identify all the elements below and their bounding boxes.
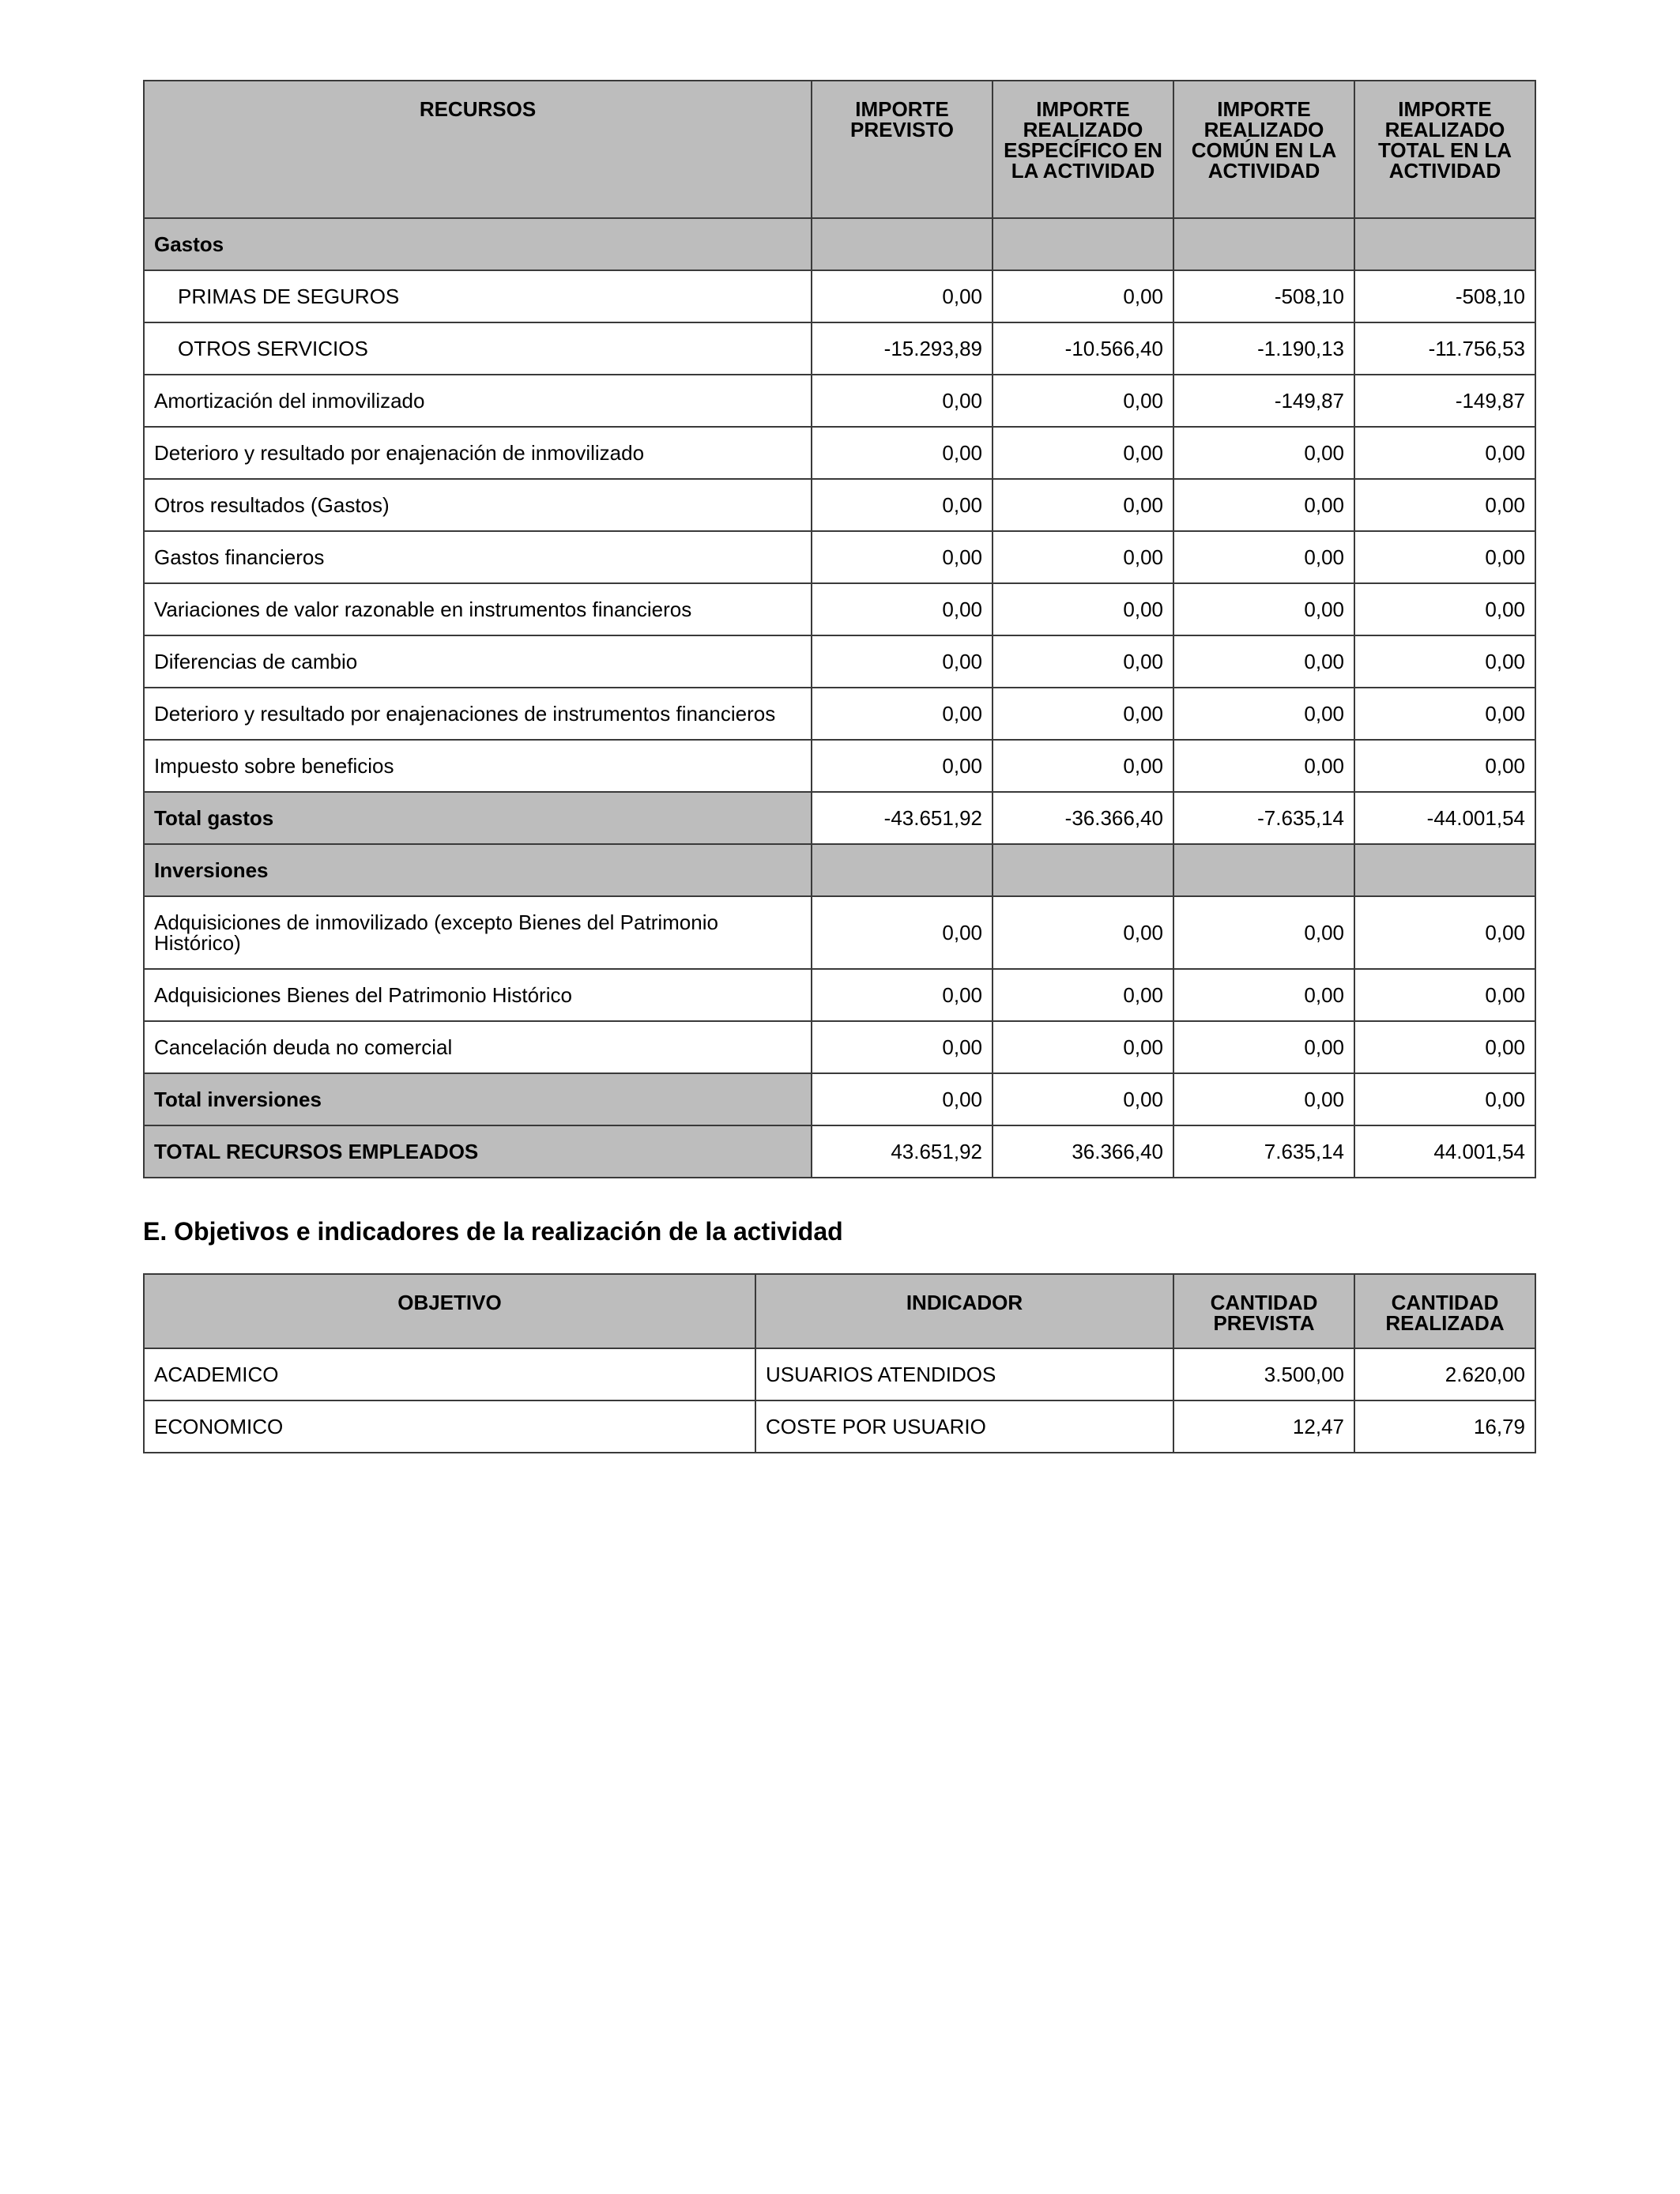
cell-value: -1.190,13: [1173, 322, 1354, 375]
total-inversiones-row: [144, 1073, 1535, 1125]
cell-value: 0,00: [812, 427, 993, 479]
col-header-realizado-comun: IMPORTE REALIZADO COMÚN EN LA ACTIVIDAD: [1173, 81, 1354, 218]
cell-value: 0,00: [1354, 583, 1535, 635]
cell-value: 0,00: [812, 583, 993, 635]
cell-value: -44.001,54: [1354, 792, 1535, 844]
cell-value: 0,00: [993, 1021, 1173, 1073]
cell-value: 0,00: [812, 1073, 993, 1125]
cell-value: 0,00: [993, 375, 1173, 427]
total-gastos-label: Total gastos: [144, 792, 812, 844]
cell-value: -7.635,14: [1173, 792, 1354, 844]
cell-value: 0,00: [1354, 969, 1535, 1021]
total-recursos-row: [144, 1125, 1535, 1178]
section-row-inversiones: [144, 844, 1535, 896]
row-label: Gastos financieros: [144, 531, 812, 583]
cell-value: 0,00: [1173, 427, 1354, 479]
table-header-row: [144, 81, 1535, 218]
cell-value: 0,00: [1354, 688, 1535, 740]
cell-value: 0,00: [1173, 969, 1354, 1021]
row-label: Deterioro y resultado por enajenaciones de instrumentos financieros: [144, 688, 812, 740]
cell-value: -149,87: [1354, 375, 1535, 427]
cell-value: 0,00: [812, 740, 993, 792]
cell-value: 0,00: [1173, 896, 1354, 969]
table-row: [144, 969, 1535, 1021]
cell-value: 0,00: [993, 635, 1173, 688]
cantidad-prevista-cell: 12,47: [1173, 1400, 1354, 1453]
cell-value: 0,00: [812, 375, 993, 427]
cell-value: 0,00: [993, 740, 1173, 792]
cell-value: 0,00: [1354, 479, 1535, 531]
table-row: [144, 688, 1535, 740]
col-header-realizado-total: IMPORTE REALIZADO TOTAL EN LA ACTIVIDAD: [1354, 81, 1535, 218]
cantidad-realizada-cell: 2.620,00: [1354, 1348, 1535, 1400]
table-row: [144, 375, 1535, 427]
cell-value: -36.366,40: [993, 792, 1173, 844]
cell-value: 0,00: [993, 479, 1173, 531]
total-inversiones-label: Total inversiones: [144, 1073, 812, 1125]
indicador-cell: USUARIOS ATENDIDOS: [755, 1348, 1173, 1400]
col-header-indicador: INDICADOR: [755, 1274, 1173, 1348]
cell-value: 0,00: [1173, 531, 1354, 583]
table-row: [144, 1400, 1535, 1453]
cell-value: 0,00: [1354, 427, 1535, 479]
table-row: [144, 322, 1535, 375]
cell-value: 36.366,40: [993, 1125, 1173, 1178]
section-row-gastos: [144, 218, 1535, 270]
cell-value: 0,00: [812, 635, 993, 688]
section-label-inversiones: Inversiones: [144, 844, 812, 896]
col-header-importe-previsto: IMPORTE PREVISTO: [812, 81, 993, 218]
table-row: [144, 740, 1535, 792]
cell-value: 0,00: [993, 688, 1173, 740]
objectives-table: [143, 1273, 1536, 1453]
col-header-cantidad-prevista: CANTIDAD PREVISTA: [1173, 1274, 1354, 1348]
cell-value: 0,00: [1354, 740, 1535, 792]
cell-value: 0,00: [993, 531, 1173, 583]
cell-value: 0,00: [1173, 635, 1354, 688]
cell-value: 0,00: [1354, 1073, 1535, 1125]
objetivo-cell: ECONOMICO: [144, 1400, 755, 1453]
cell-value: -11.756,53: [1354, 322, 1535, 375]
table-row: [144, 1348, 1535, 1400]
cell-value: -149,87: [1173, 375, 1354, 427]
table-row: [144, 635, 1535, 688]
indicador-cell: COSTE POR USUARIO: [755, 1400, 1173, 1453]
cell-value: 0,00: [1354, 896, 1535, 969]
resources-table: [143, 80, 1536, 1178]
table-row: [144, 896, 1535, 969]
cell-value: 0,00: [812, 270, 993, 322]
table-row: [144, 427, 1535, 479]
cell-value: 0,00: [812, 1021, 993, 1073]
col-header-cantidad-realizada: CANTIDAD REALIZADA: [1354, 1274, 1535, 1348]
row-label: Adquisiciones Bienes del Patrimonio Histórico: [144, 969, 812, 1021]
row-label: Variaciones de valor razonable en instrumentos financieros: [144, 583, 812, 635]
col-header-objetivo: OBJETIVO: [144, 1274, 755, 1348]
cantidad-prevista-cell: 3.500,00: [1173, 1348, 1354, 1400]
cell-value: -10.566,40: [993, 322, 1173, 375]
table-row: [144, 583, 1535, 635]
cell-value: -15.293,89: [812, 322, 993, 375]
row-label: PRIMAS DE SEGUROS: [144, 270, 812, 322]
cell-value: 0,00: [1354, 1021, 1535, 1073]
cell-value: 0,00: [1354, 635, 1535, 688]
row-label: Adquisiciones de inmovilizado (excepto Bienes del Patrimonio Histórico): [144, 896, 812, 969]
cell-value: 43.651,92: [812, 1125, 993, 1178]
cantidad-realizada-cell: 16,79: [1354, 1400, 1535, 1453]
cell-value: 0,00: [993, 427, 1173, 479]
cell-value: -508,10: [1173, 270, 1354, 322]
cell-value: 0,00: [1173, 688, 1354, 740]
cell-value: 0,00: [812, 896, 993, 969]
row-label: Diferencias de cambio: [144, 635, 812, 688]
cell-value: 0,00: [812, 969, 993, 1021]
cell-value: 0,00: [1173, 1021, 1354, 1073]
row-label: Amortización del inmovilizado: [144, 375, 812, 427]
col-header-recursos: RECURSOS: [144, 81, 812, 218]
cell-value: -43.651,92: [812, 792, 993, 844]
cell-value: 0,00: [993, 969, 1173, 1021]
cell-value: 0,00: [993, 896, 1173, 969]
section-title: E. Objetivos e indicadores de la realización de la actividad: [143, 1217, 843, 1246]
row-label: Cancelación deuda no comercial: [144, 1021, 812, 1073]
table-header-row: [144, 1274, 1535, 1348]
cell-value: 0,00: [993, 583, 1173, 635]
cell-value: 0,00: [1354, 531, 1535, 583]
cell-value: 44.001,54: [1354, 1125, 1535, 1178]
table-row: [144, 531, 1535, 583]
cell-value: 0,00: [993, 270, 1173, 322]
cell-value: 0,00: [993, 1073, 1173, 1125]
cell-value: 0,00: [1173, 740, 1354, 792]
total-recursos-label: TOTAL RECURSOS EMPLEADOS: [144, 1125, 812, 1178]
cell-value: 0,00: [1173, 1073, 1354, 1125]
cell-value: -508,10: [1354, 270, 1535, 322]
objetivo-cell: ACADEMICO: [144, 1348, 755, 1400]
section-label-gastos: Gastos: [144, 218, 812, 270]
cell-value: 0,00: [1173, 479, 1354, 531]
row-label: Deterioro y resultado por enajenación de inmovilizado: [144, 427, 812, 479]
total-gastos-row: [144, 792, 1535, 844]
cell-value: 0,00: [1173, 583, 1354, 635]
table-row: [144, 479, 1535, 531]
row-label: OTROS SERVICIOS: [144, 322, 812, 375]
col-header-realizado-especifico: IMPORTE REALIZADO ESPECÍFICO EN LA ACTIVIDAD: [993, 81, 1173, 218]
row-label: Otros resultados (Gastos): [144, 479, 812, 531]
cell-value: 0,00: [812, 479, 993, 531]
cell-value: 7.635,14: [1173, 1125, 1354, 1178]
cell-value: 0,00: [812, 688, 993, 740]
cell-value: 0,00: [812, 531, 993, 583]
row-label: Impuesto sobre beneficios: [144, 740, 812, 792]
table-row: [144, 270, 1535, 322]
table-row: [144, 1021, 1535, 1073]
